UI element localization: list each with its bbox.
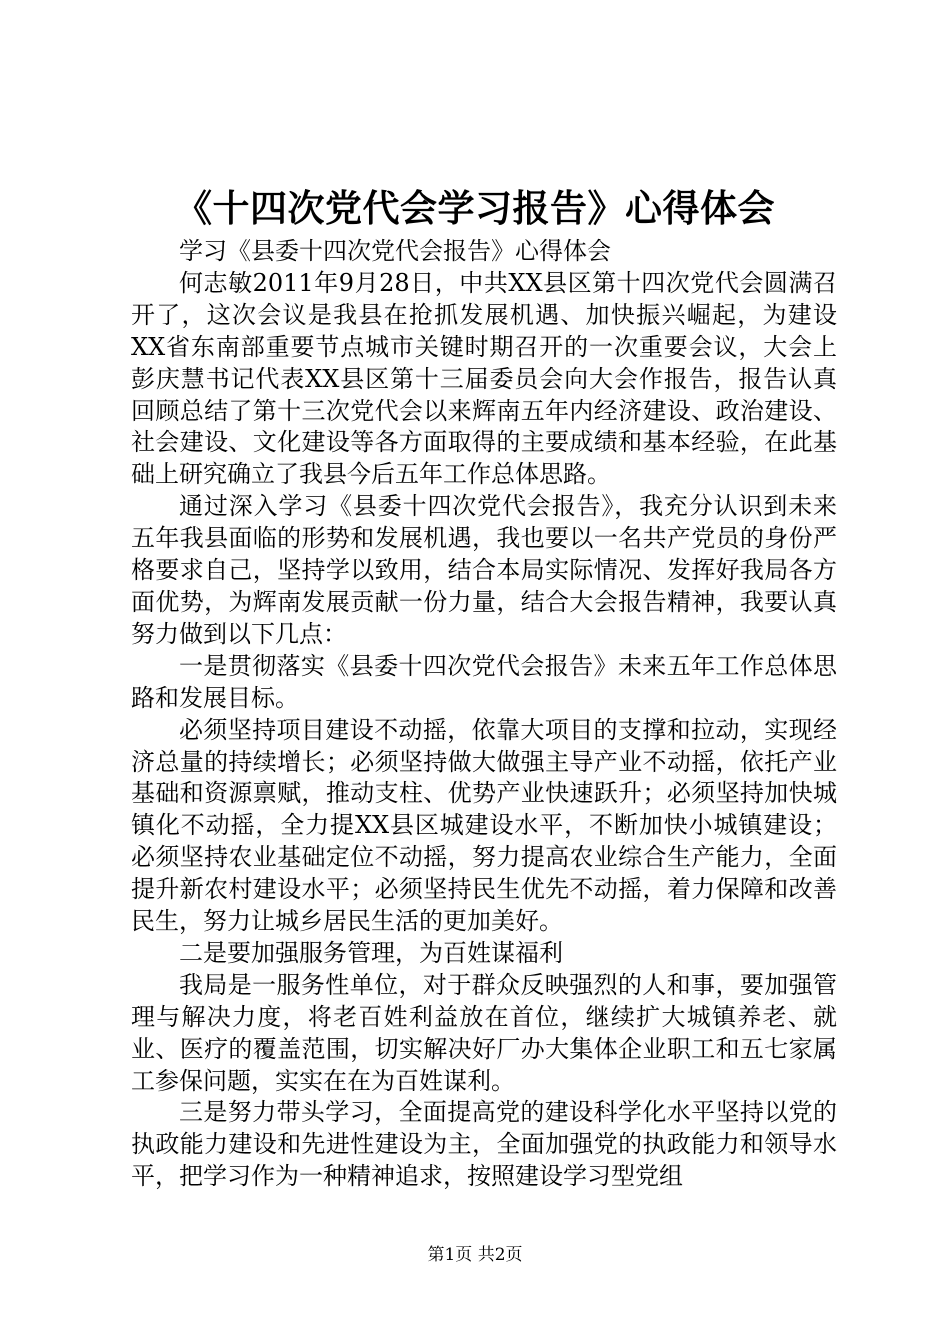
paragraph-subtitle: 学习《县委十四次党代会报告》心得体会	[179, 237, 611, 265]
page-number-footer: 第1页 共2页	[427, 1245, 523, 1265]
paragraph-point-one-detail: 必须坚持项目建设不动摇，依靠大项目的支撑和拉动，实现经济总量的持续增长；必须坚持做大做强主导产业不动摇，依托产业基础和资源禀赋，推动支柱、优势产业快速跃升；必须坚持加快城镇化不动摇，全力提XX县区城建设水平，不断加快小城镇建设；必须坚持农业基础定位不动摇，努力提高农业综合生产能力，全面提升新农村建设水平；必须坚持民生优先不动摇，着力保障和改善民生，努力让城乡居民生活的更加美好。	[131, 715, 837, 936]
paragraph-intro: 何志敏2011年9月28日，中共XX县区第十四次党代会圆满召开了，这次会议是我县在抢抓发展机遇、加快振兴崛起，为建设XX省东南部重要节点城市关键时期召开的一次重要会议，大会上彭庆慧书记代表XX县区第十三届委员会向大会作报告，报告认真回顾总结了第十三次党代会以来辉南五年内经济建设、政治建设、社会建设、文化建设等各方面取得的主要成绩和基本经验，在此基础上研究确立了我县今后五年工作总体思路。	[131, 268, 837, 489]
document-body	[131, 236, 837, 1193]
paragraph-study: 通过深入学习《县委十四次党代会报告》，我充分认识到未来五年我县面临的形势和发展机遇，我也要以一名共产党员的身份严格要求自己，坚持学以致用，结合本局实际情况、发挥好我局各方面优势，为辉南发展贡献一份力量，结合大会报告精神，我要认真努力做到以下几点：	[131, 492, 837, 648]
document-title: 《十四次党代会学习报告》心得体会	[175, 186, 775, 230]
paragraph-point-one: 一是贯彻落实《县委十四次党代会报告》未来五年工作总体思路和发展目标。	[131, 651, 837, 712]
paragraph-point-three: 三是努力带头学习，全面提高党的建设科学化水平坚持以党的执政能力建设和先进性建设为主，全面加强党的执政能力和领导水平，把学习作为一种精神追求，按照建设学习型党组	[131, 1098, 837, 1191]
paragraph-point-two: 二是要加强服务管理，为百姓谋福利	[179, 938, 563, 967]
paragraph-point-two-detail: 我局是一服务性单位，对于群众反映强烈的人和事，要加强管理与解决力度，将老百姓利益放在首位，继续扩大城镇养老、就业、医疗的覆盖范围，切实解决好厂办大集体企业职工和五七家属工参保问题，实实在在为百姓谋利。	[131, 970, 837, 1095]
